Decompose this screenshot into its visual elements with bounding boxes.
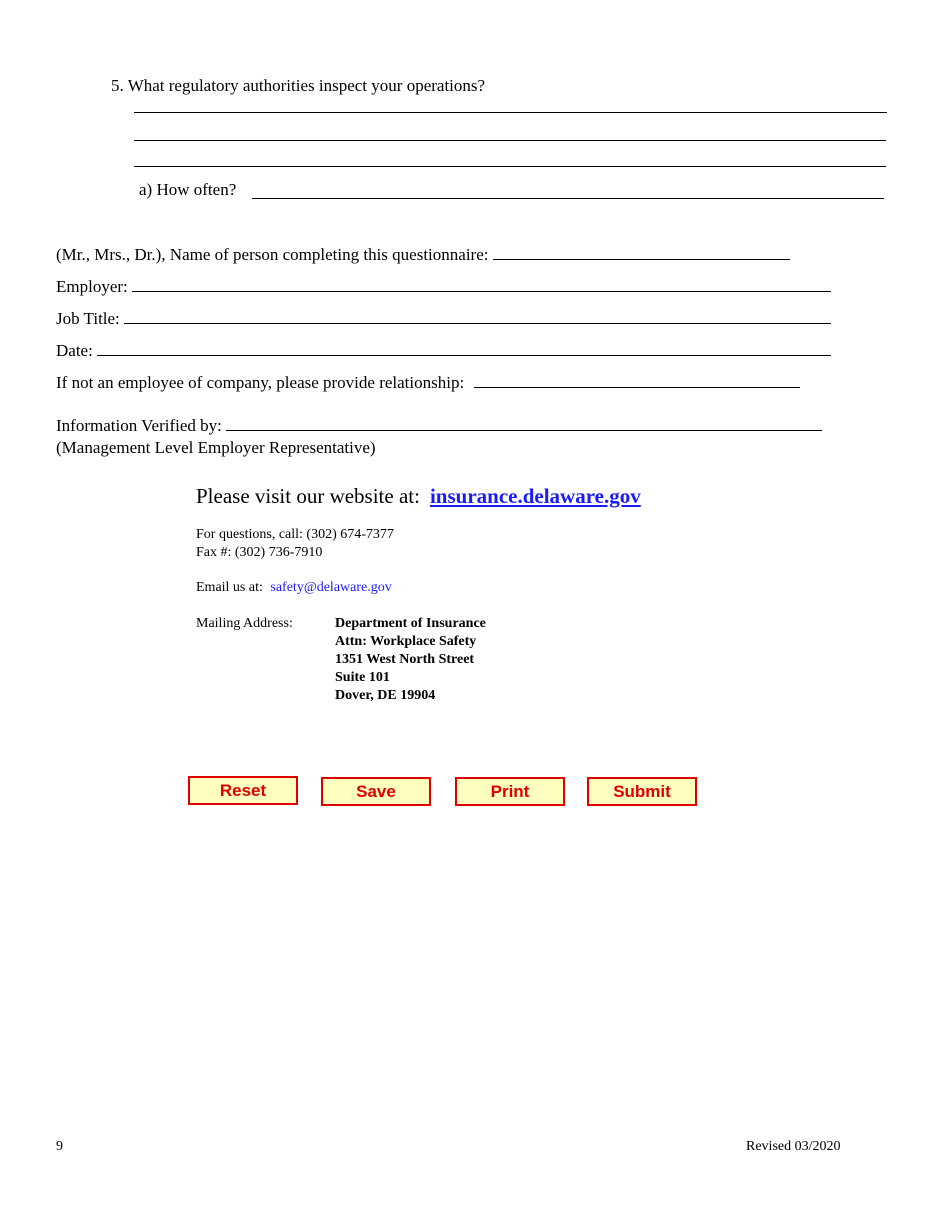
question-5a-label: a) How often? — [139, 180, 237, 199]
relationship-label: If not an employee of company, please provide relationship: — [56, 373, 465, 392]
verified-row — [56, 416, 822, 436]
job-title-label: Job Title: — [56, 309, 120, 328]
relationship-input[interactable] — [474, 387, 800, 388]
page-number: 9 — [56, 1139, 63, 1154]
address-line: Suite 101 — [335, 670, 390, 685]
mailing-address — [335, 615, 486, 705]
employer-input[interactable] — [132, 291, 831, 292]
verified-note: (Management Level Employer Representative) — [56, 438, 376, 457]
fax-text: Fax #: (302) 736-7910 — [196, 545, 323, 560]
date-row — [56, 341, 831, 361]
how-often-input[interactable] — [252, 198, 884, 199]
address-line: Attn: Workplace Safety — [335, 634, 477, 649]
date-input[interactable] — [97, 355, 831, 356]
revised-date: Revised 03/2020 — [746, 1139, 841, 1154]
save-button[interactable]: Save — [321, 777, 431, 806]
employer-row — [56, 277, 831, 297]
question-5-answer-line-2[interactable] — [134, 140, 886, 141]
date-label: Date: — [56, 341, 93, 360]
email-row — [196, 580, 392, 596]
website-row — [196, 484, 641, 509]
email-link[interactable]: safety@delaware.gov — [270, 580, 392, 595]
relationship-row — [56, 373, 800, 393]
address-line: Department of Insurance — [335, 616, 486, 631]
name-input[interactable] — [493, 259, 790, 260]
question-5-answer-line-1[interactable] — [134, 112, 887, 113]
verified-label: Information Verified by: — [56, 416, 222, 435]
employer-label: Employer: — [56, 277, 128, 296]
address-line: 1351 West North Street — [335, 652, 475, 667]
website-link[interactable]: insurance.delaware.gov — [429, 484, 641, 508]
mailing-address-label: Mailing Address: — [196, 616, 293, 631]
visit-text: Please visit our website at: — [196, 484, 420, 508]
question-5-answer-line-3[interactable] — [134, 166, 886, 167]
phone-text: For questions, call: (302) 674-7377 — [196, 527, 394, 542]
print-button[interactable]: Print — [455, 777, 565, 806]
name-row — [56, 245, 790, 265]
job-title-input[interactable] — [124, 323, 831, 324]
email-label: Email us at: — [196, 580, 263, 595]
question-5-text: 5. What regulatory authorities inspect your operations? — [111, 76, 486, 95]
verified-input[interactable] — [226, 430, 822, 431]
reset-button[interactable]: Reset — [188, 776, 298, 805]
address-line: Dover, DE 19904 — [335, 688, 436, 703]
job-title-row — [56, 309, 831, 329]
submit-button[interactable]: Submit — [587, 777, 697, 806]
name-label: (Mr., Mrs., Dr.), Name of person completing this questionnaire: — [56, 245, 489, 264]
